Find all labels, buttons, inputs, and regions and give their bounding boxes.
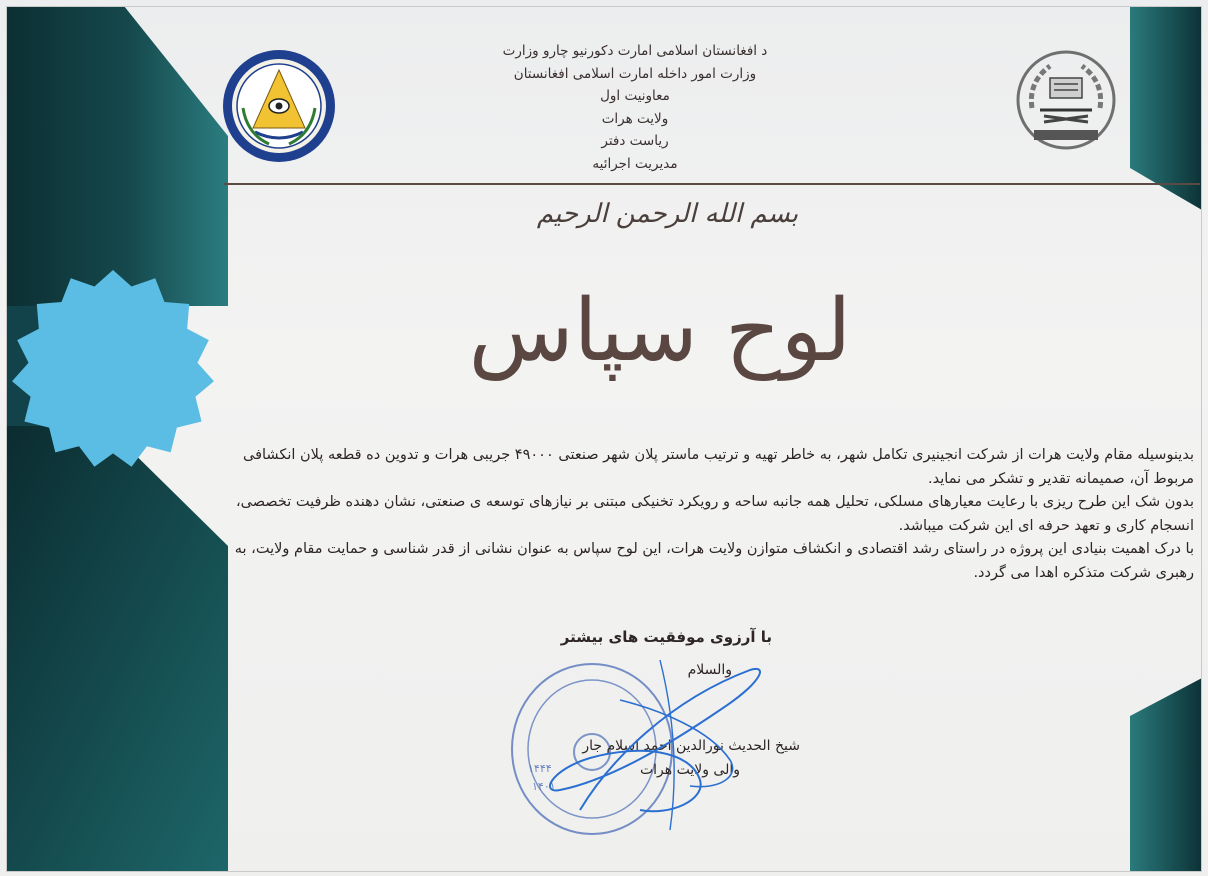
header-line: معاونیت اول [600, 88, 670, 104]
header-line: مدیریت اجرائیه [592, 155, 678, 172]
handwritten-signature [520, 640, 770, 840]
blue-rosette-ornament [10, 268, 216, 474]
basmala-calligraphy: بسم الله الرحمن الرحیم [536, 199, 799, 229]
salutation: والسلام [687, 662, 732, 678]
header-line: د افغانستان اسلامی امارت دکورنیو چارو وزارت [502, 43, 768, 59]
stamp-year: ۱۴۰۱ [532, 780, 556, 793]
signatory-name: شیخ الحدیث نورالدین احمد اسلام جار [582, 738, 800, 754]
certificate-title: لوح سپاس [468, 281, 852, 381]
header-line: ریاست دفتر [601, 133, 669, 149]
islamic-emirate-emblem-icon [1014, 48, 1118, 152]
ministry-header [470, 40, 800, 175]
header-line: وزارت امور داخله امارت اسلامی افغانستان [513, 65, 757, 82]
signatory-title: والی ولایت هرات [639, 762, 740, 778]
body-paragraph: بدون شک این طرح ریزی با رعایت معیارهای مسلکی، تحلیل همه جانبه ساحه و رویکرد تخنیکی مبتنی بر نیازهای توسعه ی صنعتی، نشان دهنده ظرفیت تخصصی، انسجام کاری و تعهد حرفه ای این شرکت میباشد. [235, 494, 1194, 534]
certificate-body [226, 444, 1194, 585]
body-paragraph: بدینوسیله مقام ولایت هرات از شرکت انجینیری تکامل شهر، به خاطر تهیه و ترتیب ماستر پلان شهر صنعتی ۴۹۰۰۰ جریبی هرات و تدوین ده قطعه پلان انکشافی مربوط آن، صمیمانه تقدیر و تشکر می نماید. [242, 447, 1194, 487]
police-emblem-icon [221, 48, 337, 164]
closing-wish: با آرزوی موفقیت های بیشتر [560, 628, 772, 646]
body-paragraph: با درک اهمیت بنیادی این پروژه در راستای رشد اقتصادی و انکشاف متوازن ولایت هرات، این لوح سپاس به عنوان نشانی از قدر شناسی و حمایت مقام ولایت، به رهبری شرکت متذکره اهدا می گردد. [234, 541, 1194, 581]
stamp-year: ۱۴۴۴ [528, 762, 552, 775]
header-divider [224, 183, 1200, 185]
header-line: ولایت هرات [601, 110, 669, 127]
